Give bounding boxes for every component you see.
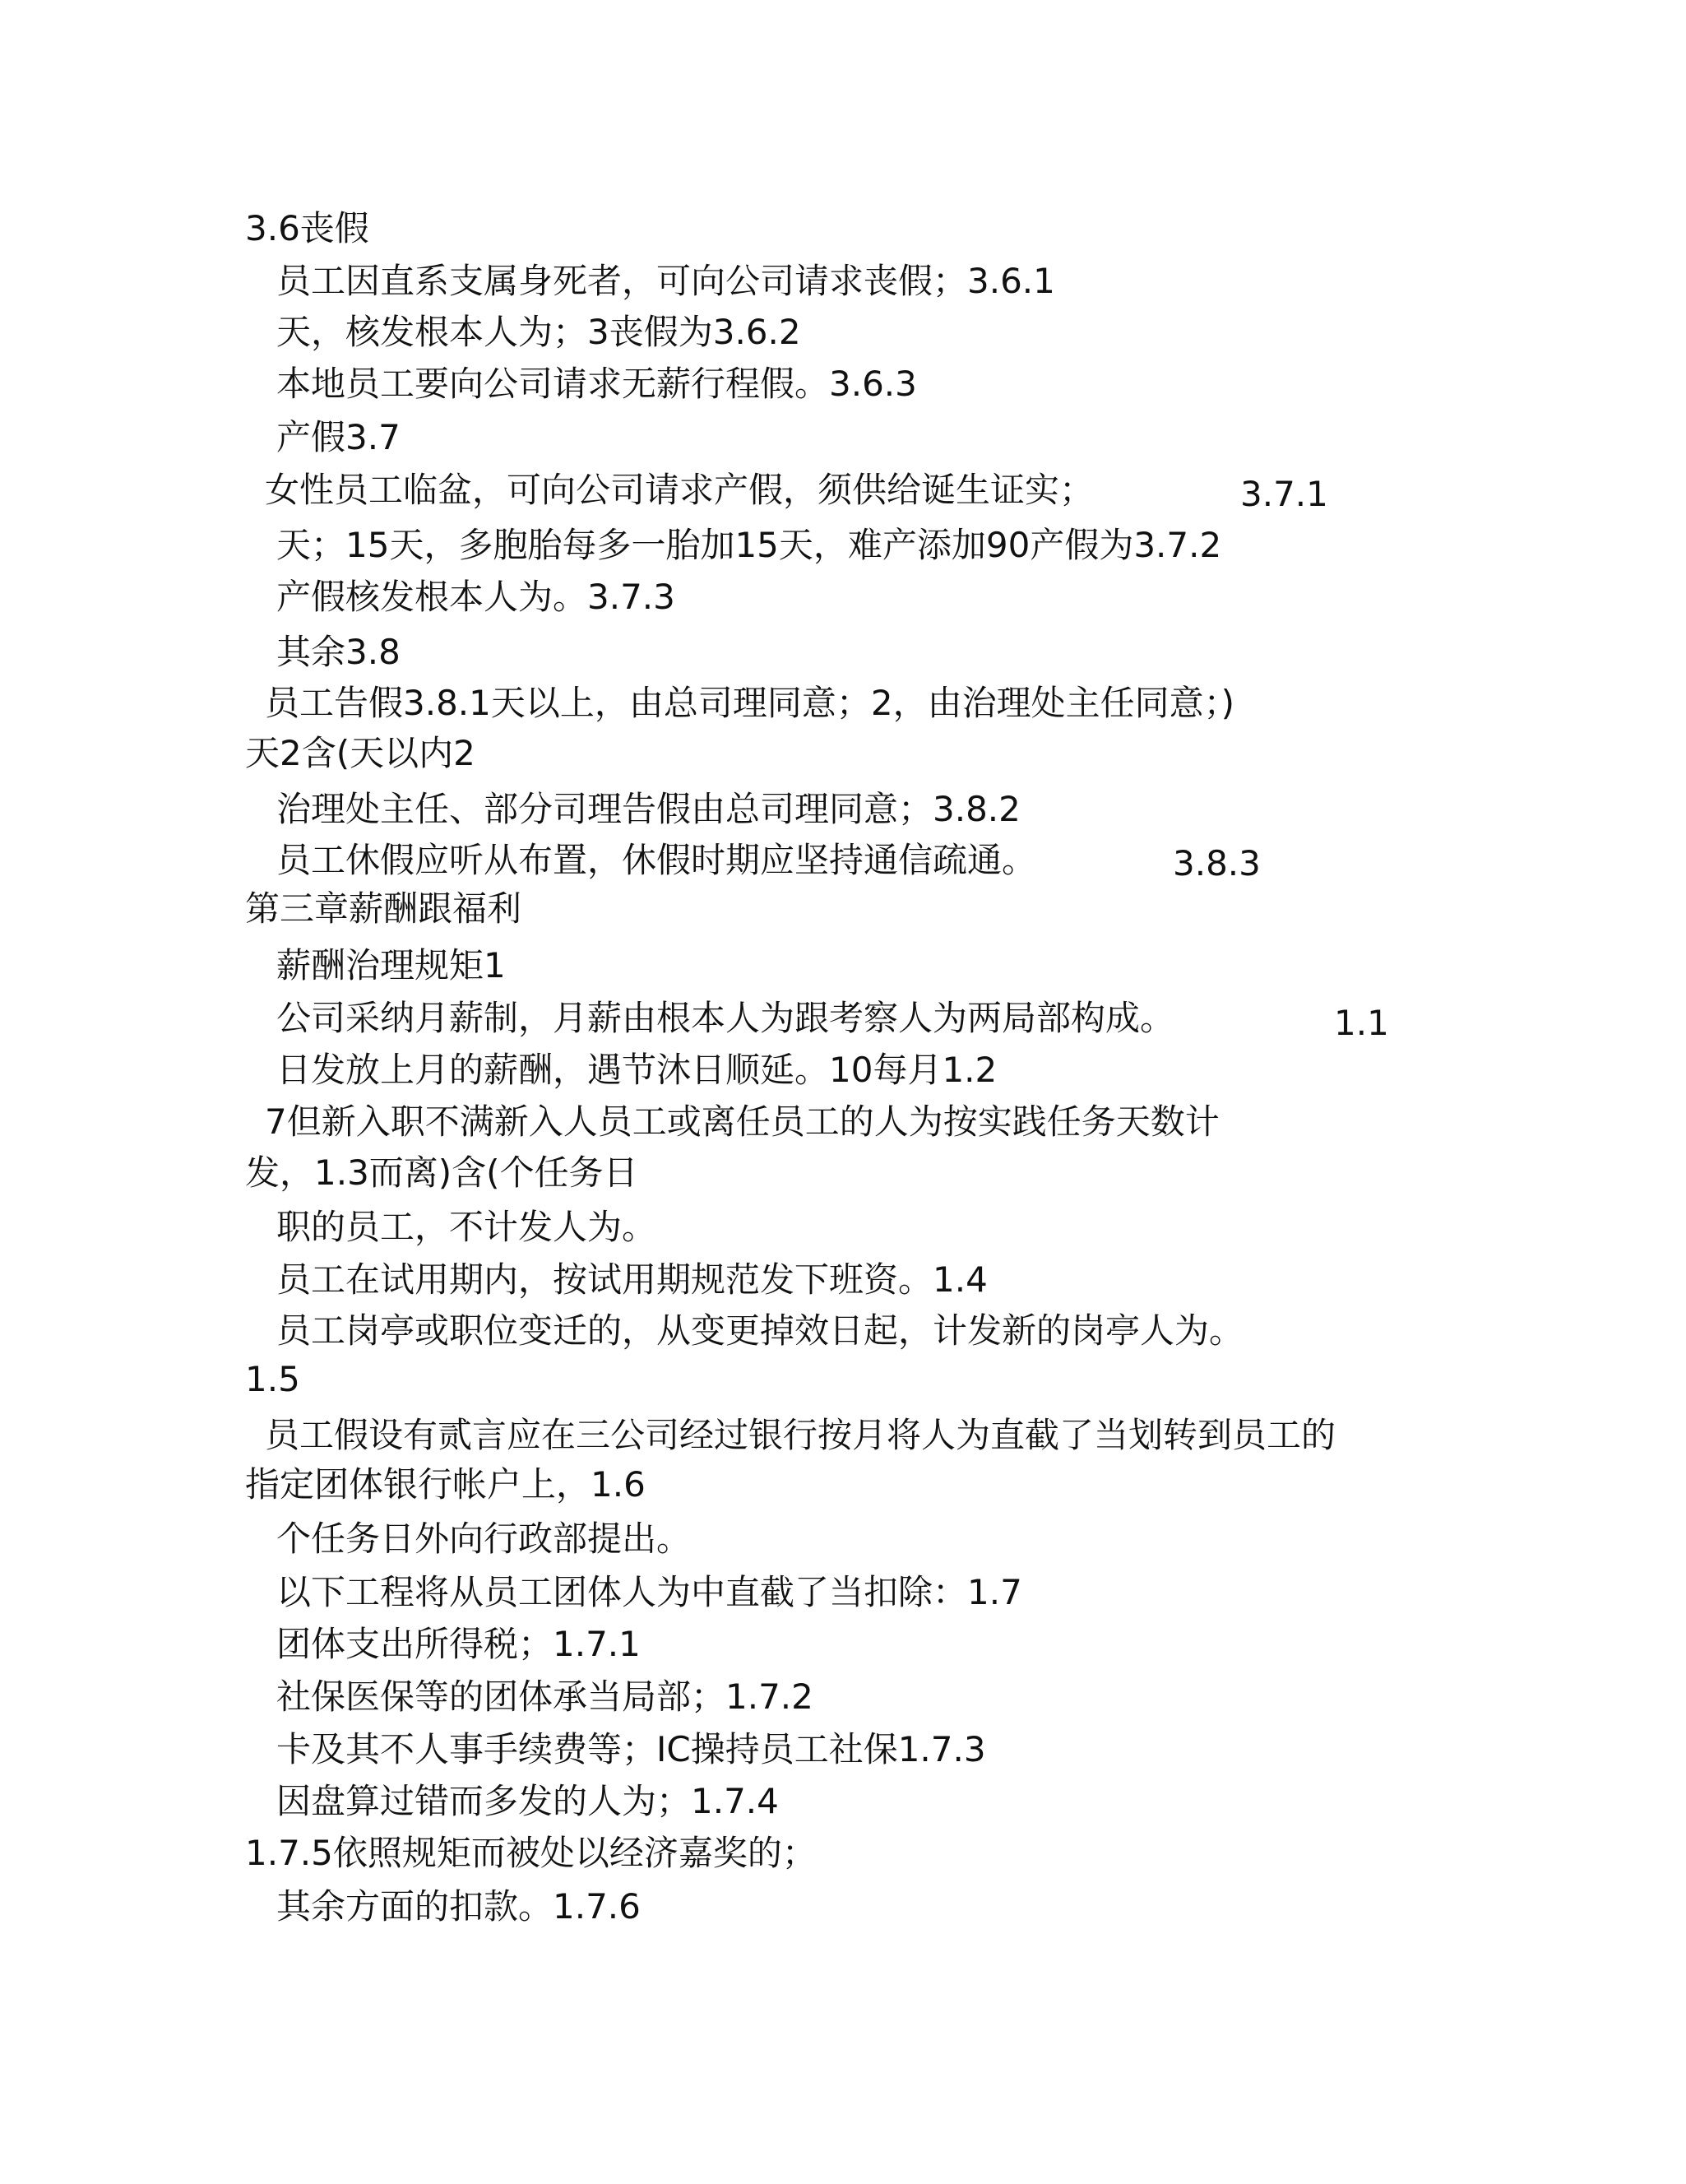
clause-number: 3.8.3: [1173, 843, 1261, 883]
text-line: 员工岗亭或职位变迁的，从变更掉效日起，计发新的岗亭人为。: [276, 1310, 1244, 1351]
text-line: 发，1.3而离)含(个任务日: [245, 1152, 638, 1193]
text-line: 社保医保等的团体承当局部；1.7.2: [276, 1676, 813, 1717]
text-line: 员工告假3.8.1天以上，由总司理同意；2，由治理处主任同意；): [265, 683, 1234, 723]
text-line: 7但新入职不满新入人员工或离任员工的人为按实践任务天数计: [265, 1101, 1220, 1142]
text-line: 职的员工，不计发人为。: [276, 1207, 657, 1247]
text-line: 员工因直系支属身死者，可向公司请求丧假；3.6.1: [276, 261, 1055, 301]
text-line: 员工休假应听从布置，休假时期应坚持通信疏通。: [276, 840, 1037, 880]
clause-number: 1.5: [245, 1359, 300, 1399]
text-line: 员工在试用期内，按试用期规范发下班资。1.4: [276, 1259, 988, 1300]
section-heading-3-7: 产假3.7: [276, 417, 401, 457]
text-line: 其余方面的扣款。1.7.6: [276, 1886, 641, 1927]
text-line: 本地员工要向公司请求无薪行程假。3.6.3: [276, 364, 917, 404]
text-line: 指定团体银行帐户上，1.6: [245, 1464, 646, 1505]
chapter-heading: 第三章薪酬跟福利: [245, 888, 522, 929]
text-line: 治理处主任、部分司理告假由总司理同意；3.8.2: [276, 789, 1021, 829]
text-line: 女性员工临盆，可向公司请求产假，须供给诞生证实；: [265, 470, 1095, 510]
text-line: 个任务日外向行政部提出。: [276, 1519, 692, 1559]
clause-number: 3.7.1: [1240, 474, 1328, 514]
text-line: 产假核发根本人为。3.7.3: [276, 577, 675, 617]
text-line: 天；15天，多胞胎每多一胎加15天，难产添加90产假为3.7.2: [276, 525, 1222, 565]
section-heading-3-8: 其余3.8: [276, 632, 401, 672]
text-line: 因盘算过错而多发的人为；1.7.4: [276, 1781, 779, 1821]
text-line: 公司采纳月薪制，月薪由根本人为跟考察人为两局部构成。: [276, 998, 1175, 1038]
section-heading-1: 薪酬治理规矩1: [276, 945, 506, 985]
text-line: 日发放上月的薪酬，遇节沐日顺延。10每月1.2: [276, 1050, 998, 1090]
text-line: 天，核发根本人为；3丧假为3.6.2: [276, 312, 801, 352]
clause-number: 1.1: [1334, 1003, 1389, 1043]
text-line: 天2含(天以内2: [245, 733, 475, 773]
text-line: 员工假设有贰言应在三公司经过银行按月将人为直截了当划转到员工的: [265, 1415, 1336, 1455]
text-line: 以下工程将从员工团体人为中直截了当扣除：1.7: [276, 1572, 1022, 1612]
text-line: 1.7.5依照规矩而被处以经济嘉奖的；: [245, 1833, 817, 1873]
text-line: 团体支出所得税；1.7.1: [276, 1624, 641, 1664]
text-line: 卡及其不人事手续费等；IC操持员工社保1.7.3: [276, 1729, 986, 1769]
section-heading-3-6: 3.6丧假: [245, 208, 369, 248]
